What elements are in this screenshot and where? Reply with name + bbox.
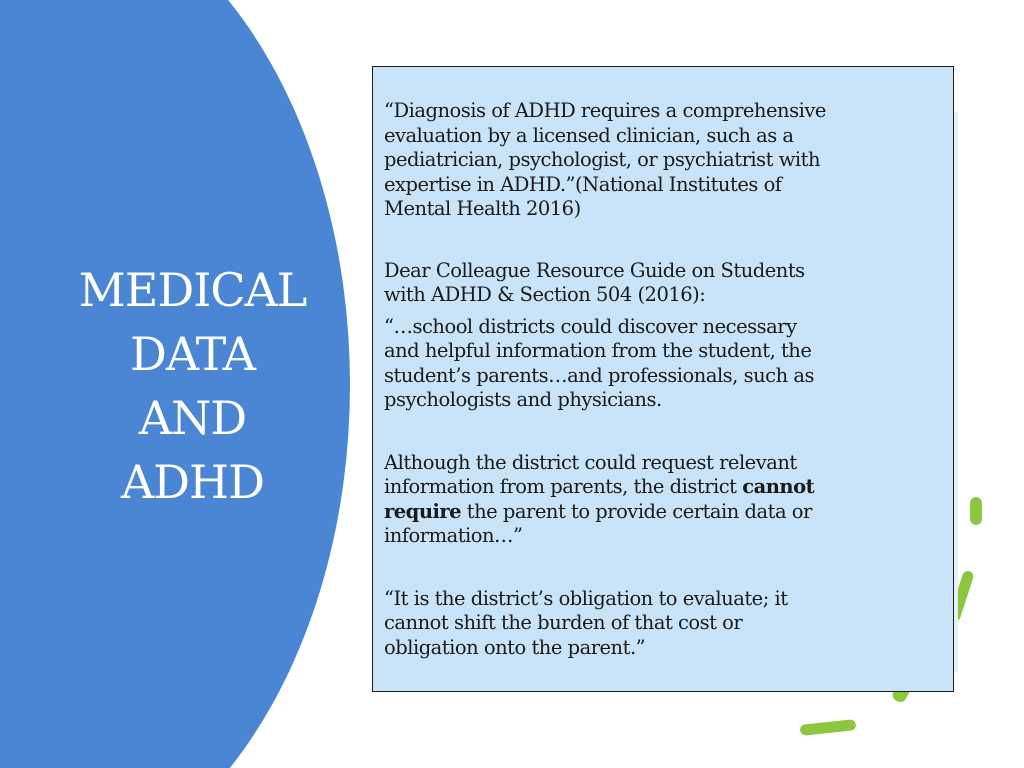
text-line bbox=[384, 500, 944, 525]
text-line: with ADHD & Section 504 (2016): bbox=[384, 283, 706, 306]
guide-quote bbox=[384, 315, 944, 413]
text-line: cannot shift the burden of that cost or bbox=[384, 611, 743, 634]
bold-text: cannot bbox=[742, 475, 815, 498]
text-line: obligation onto the parent.” bbox=[384, 635, 646, 659]
card-text bbox=[384, 99, 944, 660]
nimh-quote bbox=[384, 99, 944, 222]
text-line: evaluation by a licensed clinician, such as a bbox=[384, 123, 794, 147]
bold-text: require bbox=[384, 499, 462, 523]
text-line: Mental Health 2016) bbox=[384, 197, 581, 220]
title-line: DATA bbox=[130, 327, 255, 381]
text-line: expertise in ADHD.”(National Institutes of bbox=[384, 172, 782, 196]
text-line: “Diagnosis of ADHD requires a comprehensive bbox=[384, 99, 826, 122]
text-run: information from parents, the district bbox=[384, 475, 743, 498]
obligation-quote bbox=[384, 587, 944, 661]
green-dash-decoration bbox=[970, 497, 982, 525]
text-run: the parent to provide certain data or bbox=[461, 499, 812, 523]
title-line: ADHD bbox=[120, 455, 265, 509]
green-dash-decoration bbox=[800, 719, 857, 736]
text-line: student’s parents…and professionals, such as bbox=[384, 363, 814, 387]
text-line: Dear Colleague Resource Guide on Students bbox=[384, 258, 805, 282]
text-line: Although the district could request relevant bbox=[384, 450, 797, 474]
text-line: information…” bbox=[384, 524, 523, 547]
text-line: “…school districts could discover necessary bbox=[384, 314, 797, 338]
title-line: AND bbox=[138, 391, 247, 445]
text-line bbox=[384, 475, 944, 500]
text-line: “It is the district’s obligation to evaluate; it bbox=[384, 586, 788, 610]
text-line: psychologists and physicians. bbox=[384, 388, 662, 411]
slide-title bbox=[40, 258, 345, 514]
text-line: and helpful information from the student, the bbox=[384, 339, 812, 362]
text-line: pediatrician, psychologist, or psychiatrist with bbox=[384, 148, 821, 171]
although-paragraph bbox=[384, 451, 944, 549]
title-line: MEDICAL bbox=[78, 263, 307, 317]
guide-reference bbox=[384, 259, 944, 308]
